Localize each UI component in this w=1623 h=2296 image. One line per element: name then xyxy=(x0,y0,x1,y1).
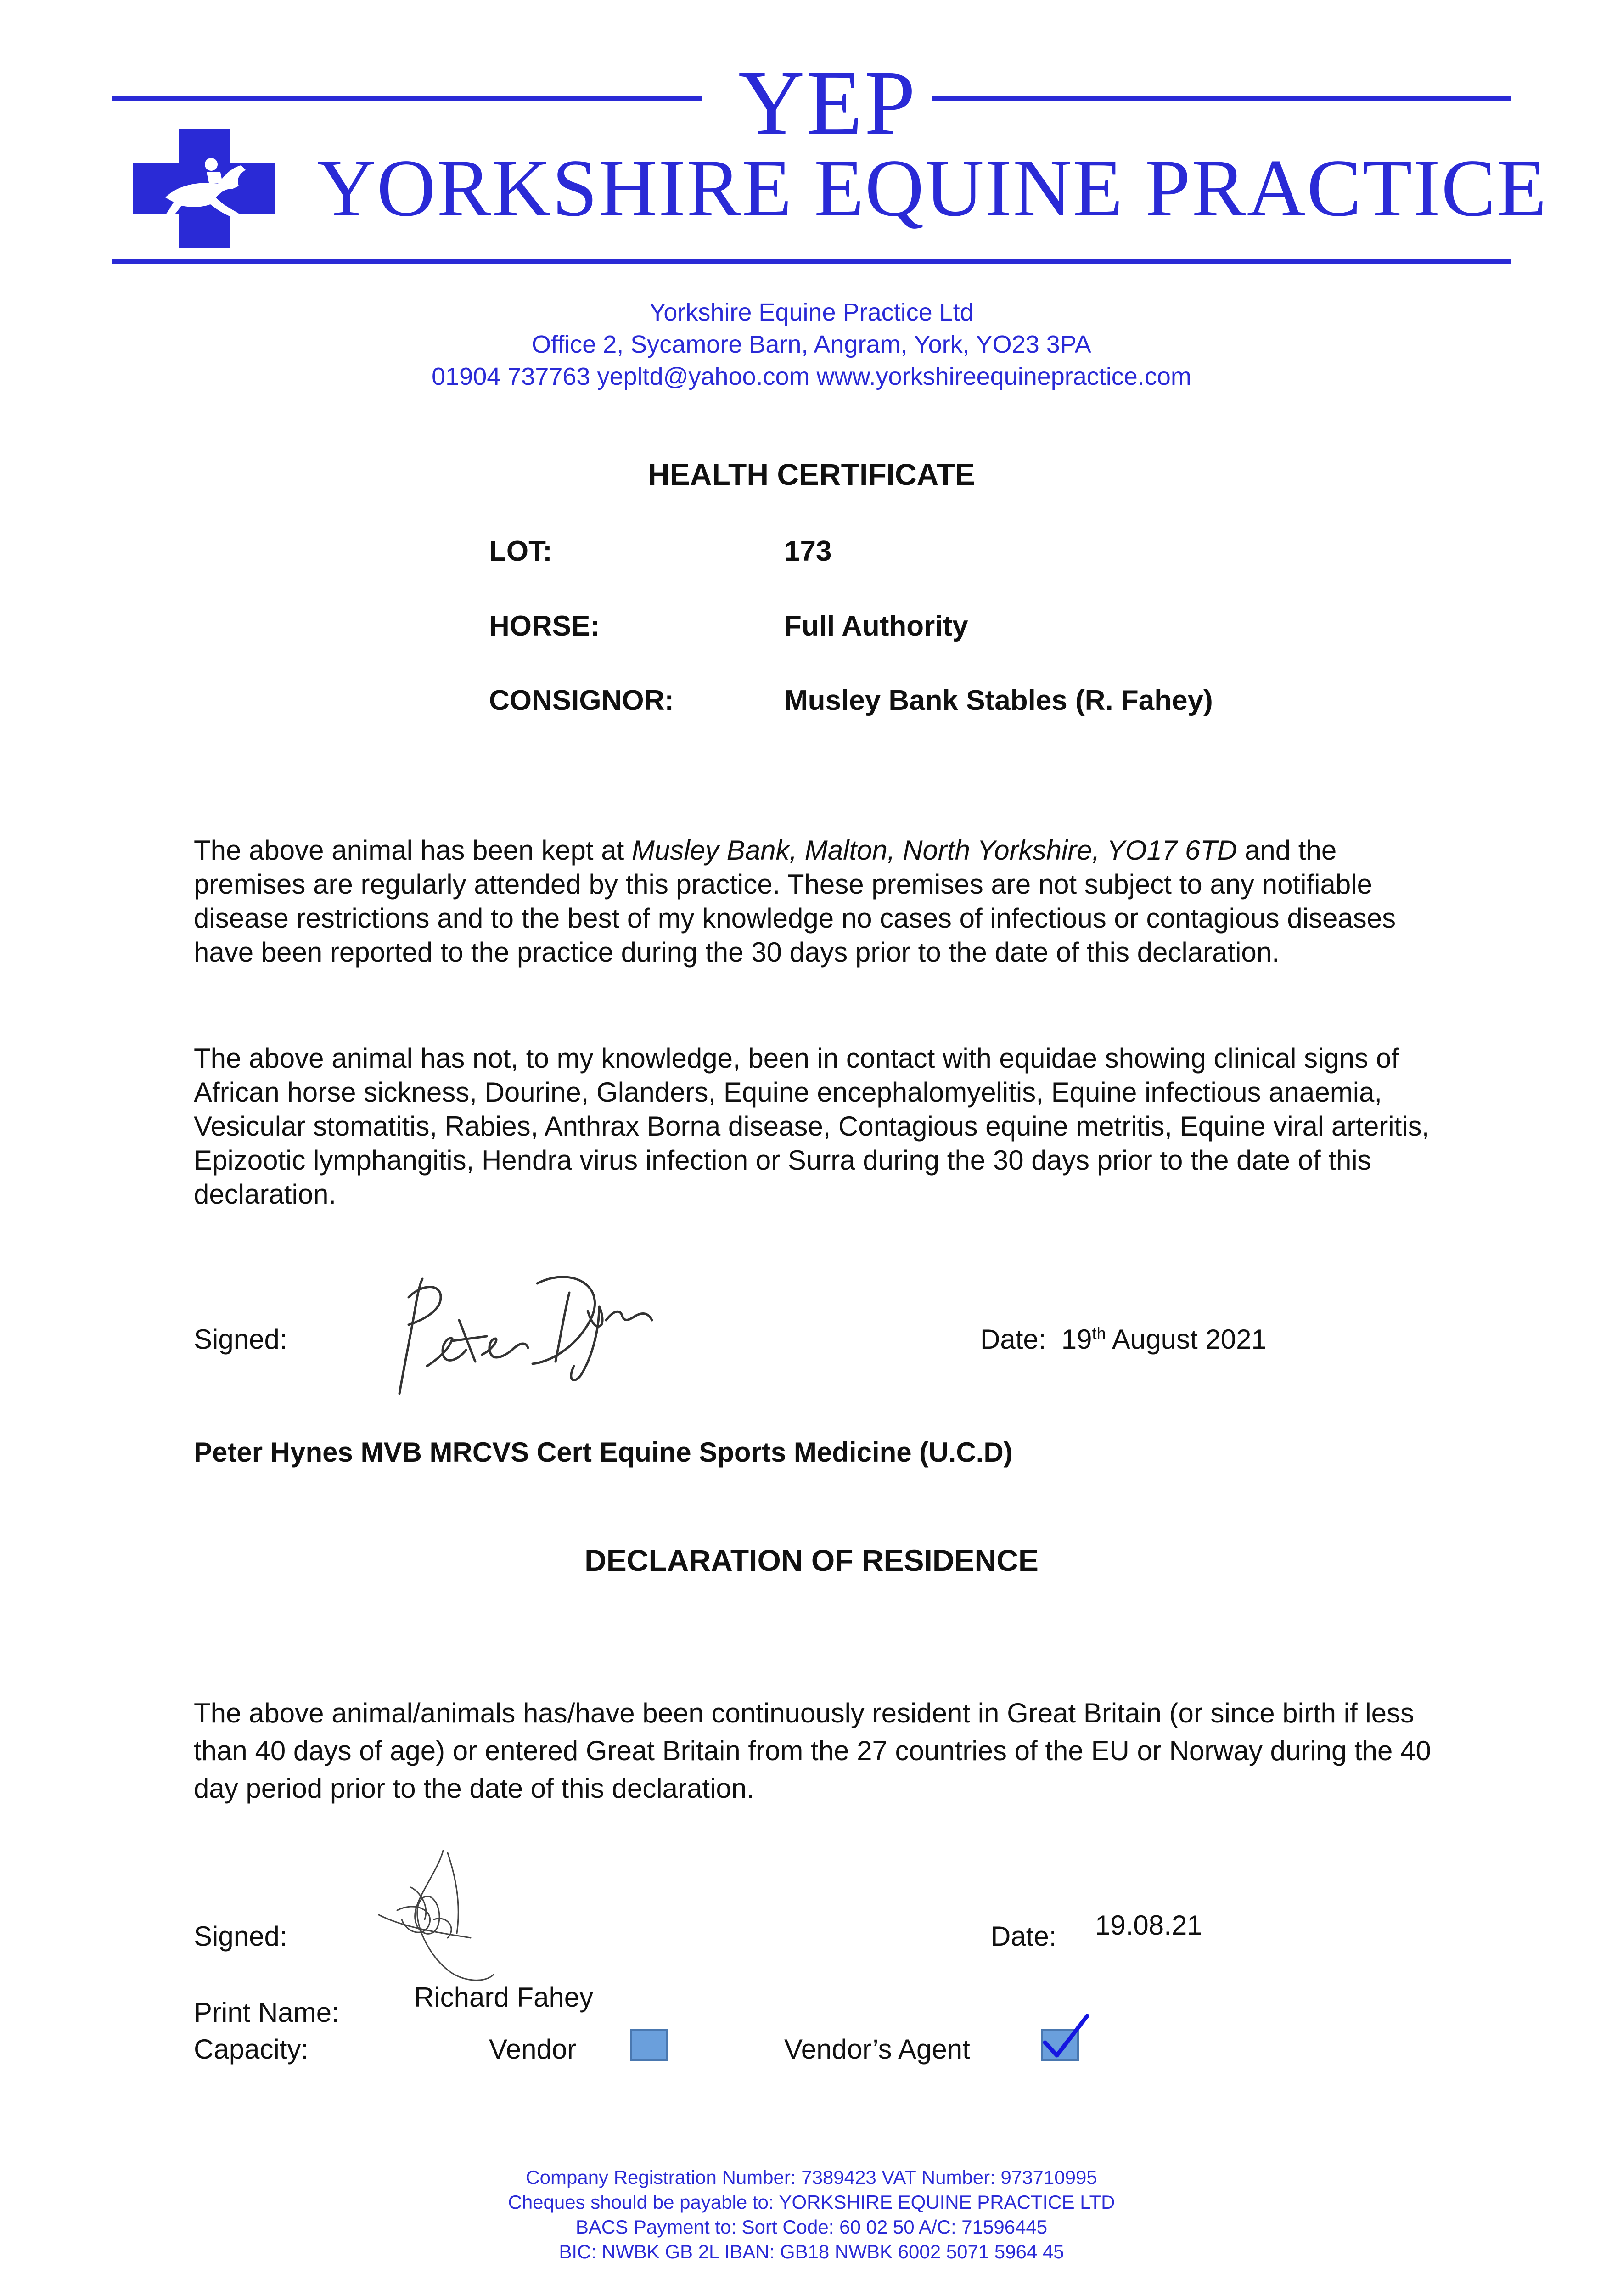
vendor-signature xyxy=(370,1841,507,1993)
field-label: HORSE: xyxy=(489,610,600,642)
field-label: LOT: xyxy=(489,535,552,567)
field-value: Musley Bank Stables (R. Fahey) xyxy=(784,685,1213,716)
declaration-paragraph: The above animal/animals has/have been continuously resident in Great Britain (or since birth if less than 40 days of age) or entered Great Britain from the 27 countries of the EU or Norway during the 40 day period prior to the date of this declaration. xyxy=(194,1698,1431,1804)
cross-horse-icon xyxy=(133,129,275,248)
address-line: 01904 737763 yepltd@yahoo.com www.yorkshireequinepractice.com xyxy=(432,363,1191,390)
field-label: CONSIGNOR: xyxy=(489,685,674,716)
declaration-title: DECLARATION OF RESIDENCE xyxy=(584,1543,1039,1577)
capacity-label: Capacity: xyxy=(194,2034,309,2065)
footer-line: Company Registration Number: 7389423 VAT Number: 973710995 xyxy=(526,2167,1097,2188)
vendor-date-label: Date: xyxy=(991,1921,1057,1952)
footer-line: BIC: NWBK GB 2L IBAN: GB18 NWBK 6002 5071 5964 45 xyxy=(559,2241,1064,2262)
vet-date xyxy=(980,1323,1267,1355)
certificate-paragraph-1: The above animal has been kept at Musley Bank, Malton, North Yorkshire, YO17 6TD and the premises are regularly attended by this practice. These premises are not subject to any notifiable disease restrictions and to the best of my knowledge no cases of infectious or contagious diseases have been reported to the practice during the 30 days prior to the date of this declaration. xyxy=(194,835,1396,968)
checkmark-icon xyxy=(1041,2014,1092,2060)
vet-date-label: Date: xyxy=(980,1324,1046,1355)
practice-address xyxy=(0,296,1623,393)
company-footer xyxy=(0,2165,1623,2264)
field-value: Full Authority xyxy=(784,610,968,642)
vet-date-value: 19th August 2021 xyxy=(1061,1324,1267,1355)
logo-top-rule-right xyxy=(932,96,1511,101)
vet-name: Peter Hynes MVB MRCVS Cert Equine Sports Medicine (U.C.D) xyxy=(194,1437,1013,1468)
footer-line: Cheques should be payable to: YORKSHIRE EQUINE PRACTICE LTD xyxy=(508,2191,1115,2213)
option-vendor-label: Vendor xyxy=(489,2034,577,2065)
logo-bottom-rule xyxy=(112,259,1511,264)
logo-practice-name: YORKSHIRE EQUINE PRACTICE xyxy=(317,142,1548,233)
health-certificate-title: HEALTH CERTIFICATE xyxy=(648,457,975,491)
vet-signed-label: Signed: xyxy=(194,1324,287,1355)
vendor-agent-checkbox[interactable] xyxy=(1041,2029,1079,2061)
premises-location: Musley Bank, Malton, North Yorkshire, YO17 6TD xyxy=(631,835,1237,866)
logo-top-rule-left xyxy=(112,96,702,101)
logo-abbrev: YEP xyxy=(738,52,917,154)
vendor-signed-label: Signed: xyxy=(194,1921,287,1952)
vendor-date-value: 19.08.21 xyxy=(1095,1910,1202,1941)
print-name-value: Richard Fahey xyxy=(414,1982,594,2013)
footer-line: BACS Payment to: Sort Code: 60 02 50 A/C: 71596445 xyxy=(575,2216,1048,2238)
vendor-checkbox[interactable] xyxy=(630,2029,668,2061)
address-line: Yorkshire Equine Practice Ltd xyxy=(649,298,974,326)
vet-signature xyxy=(372,1256,666,1407)
field-value: 173 xyxy=(784,535,832,567)
address-line: Office 2, Sycamore Barn, Angram, York, YO23 3PA xyxy=(532,331,1091,358)
option-vendor-agent-label: Vendor’s Agent xyxy=(784,2034,970,2065)
certificate-paragraph-2: The above animal has not, to my knowledge, been in contact with equidae showing clinical signs of African horse sickness, Dourine, Glanders, Equine encephalomyelitis, Equine infectious anaemia, Vesicular stomatitis, Rabies, Anthrax Borna disease, Contagious equine metritis, Equine viral arteritis, Epizootic lymphangitis, Hendra virus infection or Surra during the 30 days prior to the date of this declaration. xyxy=(194,1043,1430,1210)
print-name-label: Print Name: xyxy=(194,1997,339,2028)
